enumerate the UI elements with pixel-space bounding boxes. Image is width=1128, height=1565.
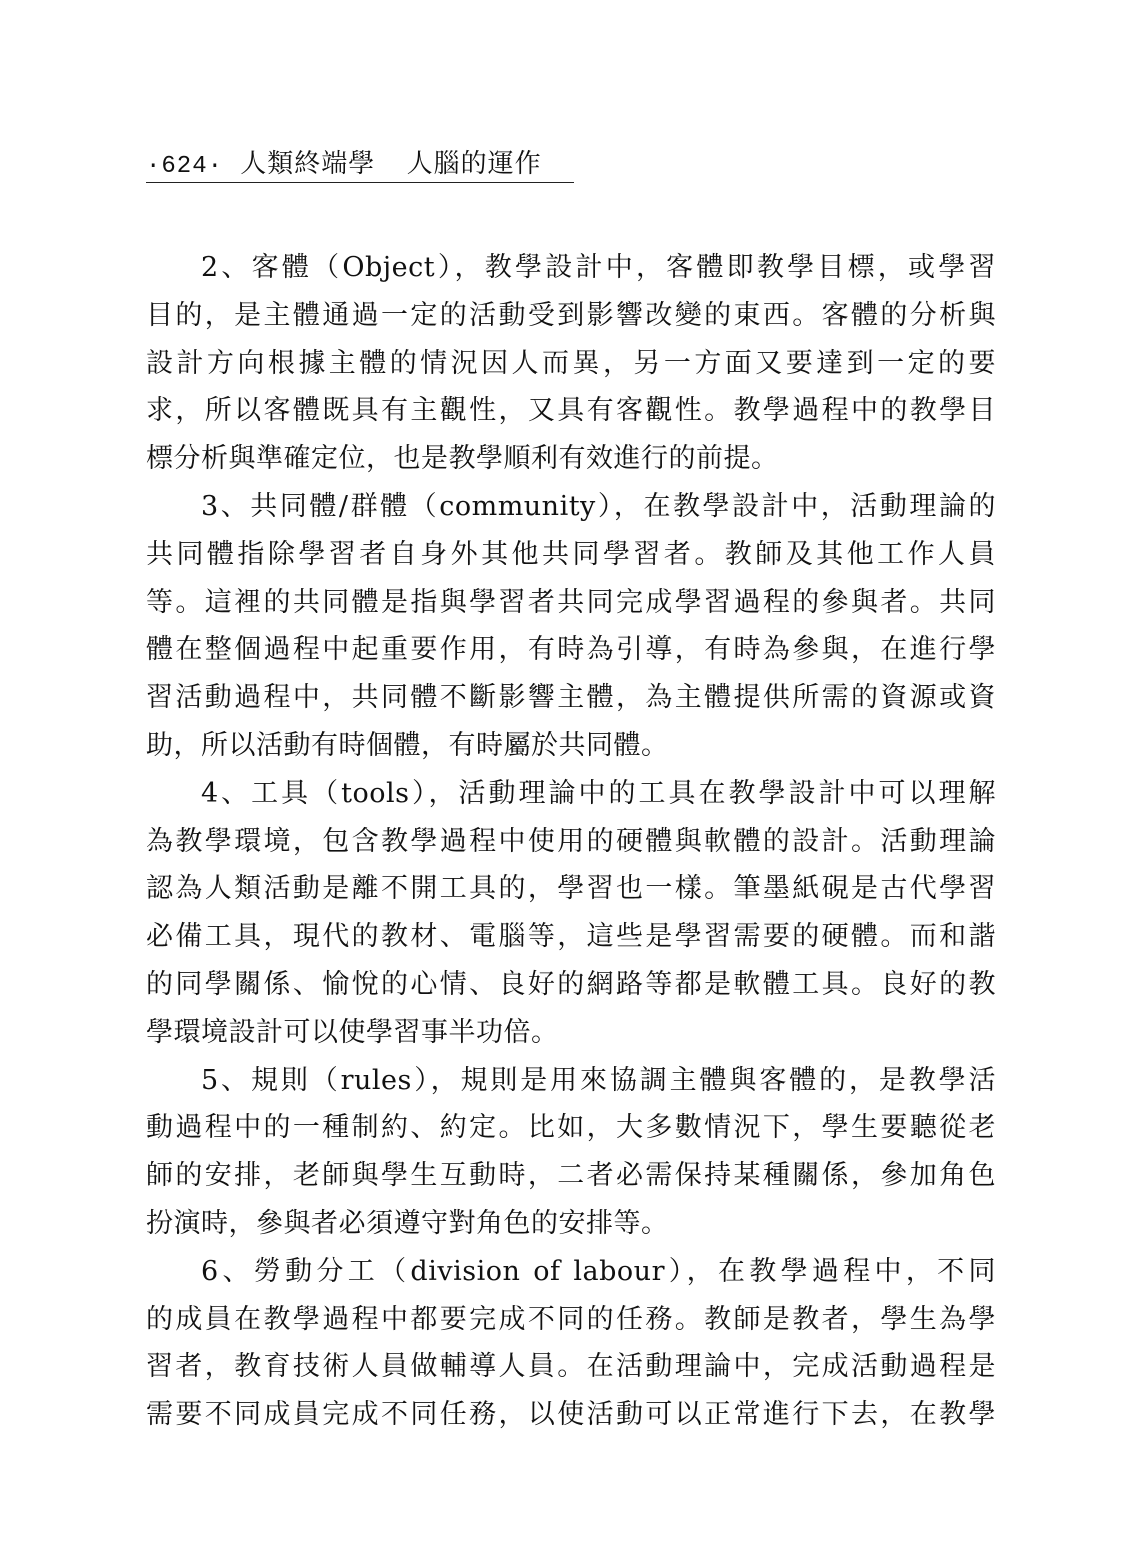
text-line: 的同學關係、愉悅的心情、良好的網路等都是軟體工具。良好的教 [146, 968, 996, 1000]
text-line: 5、規則（rules），規則是用來協調主體與客體的，是教學活 [201, 1064, 996, 1096]
text-line: 等。這裡的共同體是指與學習者共同完成學習過程的參與者。共同 [146, 586, 996, 618]
text-line: 6、勞動分工（division of labour），在教學過程中，不同 [201, 1255, 996, 1287]
text-line: 為教學環境，包含教學過程中使用的硬體與軟體的設計。活動理論 [146, 825, 996, 857]
text-line: 設計方向根據主體的情況因人而異，另一方面又要達到一定的要 [146, 347, 996, 379]
text-line: 共同體指除學習者自身外其他共同學習者。教師及其他工作人員 [146, 538, 996, 570]
page-number: ·624· [146, 153, 224, 180]
text-line: 必備工具，現代的教材、電腦等，這些是學習需要的硬體。而和諧 [146, 921, 996, 953]
text-line: 認為人類活動是離不開工具的，學習也一樣。筆墨紙硯是古代學習 [146, 873, 996, 905]
text-line: 助，所以活動有時個體，有時屬於共同體。 [146, 729, 669, 761]
text-line: 目的，是主體通過一定的活動受到影響改變的東西。客體的分析與 [146, 299, 996, 331]
paragraph-community [146, 487, 996, 774]
text-line: 動過程中的一種制約、約定。比如，大多數情況下，學生要聽從老 [146, 1112, 996, 1144]
text-line: 2、客體（Object），教學設計中，客體即教學目標，或學習 [201, 252, 996, 283]
chapter-title: 人腦的運作 [406, 149, 542, 179]
text-line: 師的安排，老師與學生互動時，二者必需保持某種關係，參加角色 [146, 1160, 996, 1192]
paragraph-division-of-labour [146, 1252, 996, 1443]
text-line: 體在整個過程中起重要作用，有時為引導，有時為參與，在進行學 [146, 634, 996, 666]
text-line: 3、共同體/群體（community），在教學設計中，活動理論的 [201, 490, 996, 522]
body-text [146, 248, 996, 1443]
paragraph-tools [146, 774, 996, 1061]
text-line: 學環境設計可以使學習事半功倍。 [146, 1016, 559, 1048]
text-line: 習者，教育技術人員做輔導人員。在活動理論中，完成活動過程是 [146, 1351, 996, 1383]
text-line: 習活動過程中，共同體不斷影響主體，為主體提供所需的資源或資 [146, 682, 996, 714]
paragraph-rules [146, 1061, 996, 1252]
text-line: 扮演時，參與者必須遵守對角色的安排等。 [146, 1207, 669, 1239]
series-title: 人類終端學 [240, 149, 376, 179]
running-header [146, 146, 574, 183]
text-line: 標分析與準確定位，也是教學順利有效進行的前提。 [146, 443, 779, 475]
text-line: 的成員在教學過程中都要完成不同的任務。教師是教者，學生為學 [146, 1303, 996, 1335]
text-line: 需要不同成員完成不同任務，以使活動可以正常進行下去，在教學 [146, 1399, 996, 1431]
paragraph-object [146, 248, 996, 487]
text-line: 4、工具（tools），活動理論中的工具在教學設計中可以理解 [201, 777, 996, 809]
text-line: 求，所以客體既具有主觀性，又具有客觀性。教學過程中的教學目 [146, 395, 996, 427]
